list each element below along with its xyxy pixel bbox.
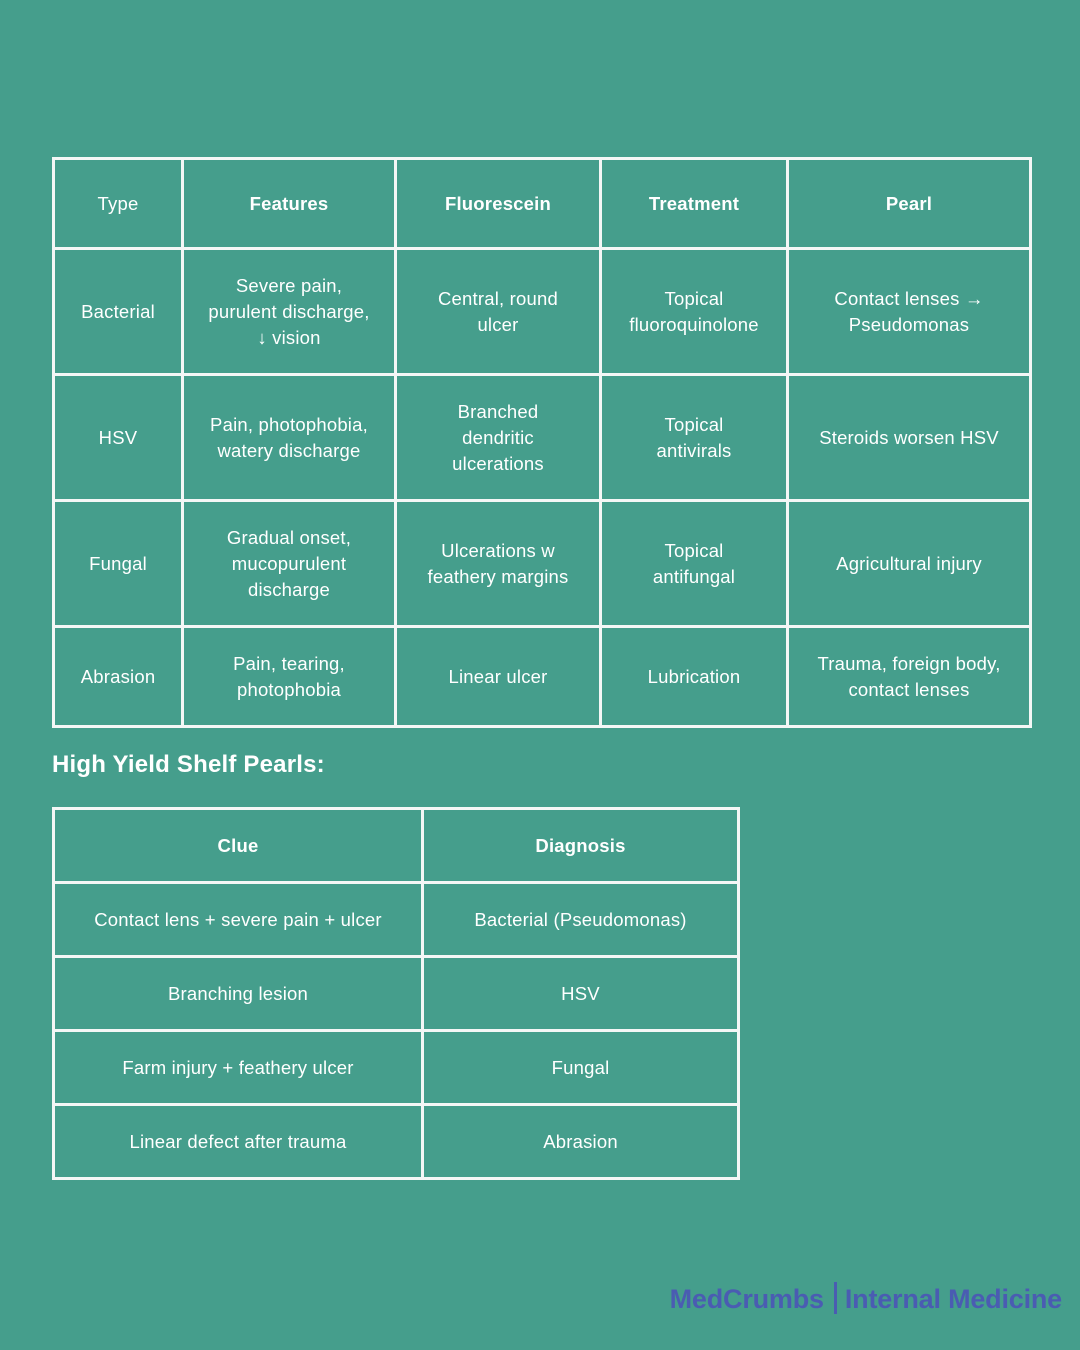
brand-name: MedCrumbs [669,1284,824,1314]
cell-clue: Linear defect after trauma [54,1105,423,1179]
shelf-pearls-table [52,807,740,1180]
table-row [54,883,739,957]
cell-pearl: Trauma, foreign body, contact lenses [788,627,1031,727]
table-row [54,957,739,1031]
cell-fluorescein: Linear ulcer [396,627,601,727]
cell-fluorescein: Branched dendritic ulcerations [396,375,601,501]
table-header-row [54,159,1031,249]
table-row-bacterial [54,249,1031,375]
cell-treatment: Lubrication [601,627,788,727]
cell-type: Fungal [54,501,183,627]
table-header-row [54,809,739,883]
cell-pearl: Contact lenses → Pseudomonas [788,249,1031,375]
header-fluorescein: Fluorescein [396,159,601,249]
header-pearl: Pearl [788,159,1031,249]
keratitis-comparison-table [52,157,1032,728]
cell-diagnosis: Bacterial (Pseudomonas) [423,883,739,957]
brand-footer [670,1282,1062,1315]
cell-features: Pain, tearing, photophobia [183,627,396,727]
cell-clue: Branching lesion [54,957,423,1031]
brand-specialty: Internal Medicine [844,1284,1062,1314]
header-features: Features [183,159,396,249]
table-row [54,1105,739,1179]
cell-fluorescein: Ulcerations w feathery margins [396,501,601,627]
cell-clue: Contact lens + severe pain + ulcer [54,883,423,957]
cell-fluorescein: Central, round ulcer [396,249,601,375]
cell-pearl: Agricultural injury [788,501,1031,627]
table-row-abrasion [54,627,1031,727]
cell-treatment: Topical antifungal [601,501,788,627]
cell-type: Bacterial [54,249,183,375]
header-type: Type [54,159,183,249]
brand-divider [834,1282,837,1314]
cell-clue: Farm injury + feathery ulcer [54,1031,423,1105]
cell-pearl: Steroids worsen HSV [788,375,1031,501]
header-treatment: Treatment [601,159,788,249]
cell-treatment: Topical fluoroquinolone [601,249,788,375]
cell-diagnosis: Fungal [423,1031,739,1105]
table-row-fungal [54,501,1031,627]
cell-features: Gradual onset, mucopurulent discharge [183,501,396,627]
cell-features: Pain, photophobia, watery discharge [183,375,396,501]
section-title: High Yield Shelf Pearls: [52,751,325,778]
cell-features: Severe pain, purulent discharge, ↓ vision [183,249,396,375]
cell-diagnosis: HSV [423,957,739,1031]
cell-diagnosis: Abrasion [423,1105,739,1179]
table-row-hsv [54,375,1031,501]
cell-treatment: Topical antivirals [601,375,788,501]
cell-type: Abrasion [54,627,183,727]
cell-type: HSV [54,375,183,501]
header-diagnosis: Diagnosis [423,809,739,883]
table-row [54,1031,739,1105]
header-clue: Clue [54,809,423,883]
